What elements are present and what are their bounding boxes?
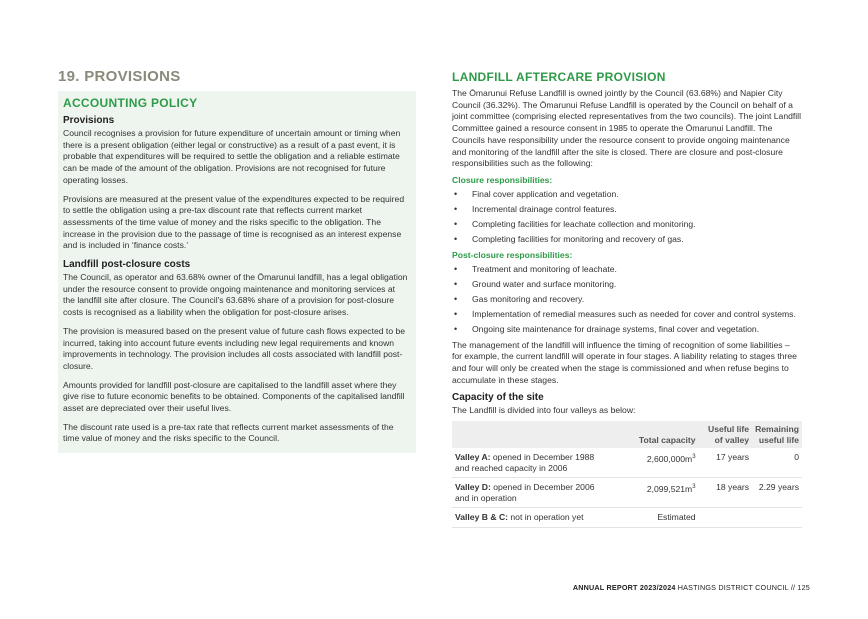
- footer-report-title: ANNUAL REPORT 2023/2024: [572, 583, 676, 592]
- table-header: Remaining useful life: [752, 421, 802, 448]
- paragraph: The Council, as operator and 63.68% owner of the Ōmarunui landfill, has a legal obligation under the resource consent to provide ongoing maintenance and monitoring services at the landfill site after closure. The Council's 63.68% share of a provision for post-closure costs is recognised as a liability when the obligation for post-closure arises.: [63, 272, 408, 318]
- capacity-unit-sup: 3: [692, 454, 696, 461]
- section-title: 19. PROVISIONS: [58, 68, 181, 85]
- valley-name: Valley B & C:: [455, 512, 509, 523]
- table-header: [452, 421, 613, 448]
- list-item: • Completing facilities for monitoring and recovery of gas.: [452, 234, 802, 245]
- valley-cell: [452, 478, 613, 508]
- capacity-intro: The Landfill is divided into four valleys as below:: [452, 405, 636, 416]
- list-item: • Final cover application and vegetation.: [452, 189, 802, 200]
- list-item: • Ground water and surface monitoring.: [452, 279, 802, 290]
- capacity-unit-sup: 3: [692, 484, 696, 491]
- closure-heading: Closure responsibilities:: [452, 174, 553, 185]
- list-item: • Incremental drainage control features.: [452, 204, 802, 215]
- valley-name: Valley D:: [455, 482, 491, 493]
- capacity-table: [452, 421, 802, 528]
- management-paragraph: The management of the landfill will influence the timing of recognition of some liabilities – for example, the current landfill will operate in four stages. A liability relating to stages three and four will only be created when the stage is commissioned and when refuse begins to accumulate in these stages.: [452, 339, 797, 385]
- useful-life-cell: 17 years: [699, 448, 753, 478]
- valley-desc: not in operation yet: [508, 512, 584, 523]
- provisions-heading: Provisions: [63, 115, 115, 126]
- accounting-policy-box: [58, 91, 416, 453]
- paragraph: Council recognises a provision for future expenditure of uncertain amount or timing when there is a present obligation (either legal or constructive) as a result of a past event, it is probable that expenditures will be required to settle the obligation and a reliable estimate can be made of the amount of the obligation. Provisions are not recognised for future operating losses.: [63, 128, 401, 185]
- table-row: [452, 448, 802, 478]
- valley-cell: [452, 508, 613, 528]
- useful-life-cell: 18 years: [699, 478, 753, 508]
- paragraph: The discount rate used is a pre-tax rate that reflects current market assessments of the time value of money and the risks specific to the Council.: [63, 421, 394, 444]
- capacity-cell: [613, 508, 698, 528]
- capacity-value: 2,099,521m: [646, 483, 693, 494]
- list-item: • Completing facilities for leachate collection and monitoring.: [452, 219, 802, 230]
- post-closure-heading: Post-closure responsibilities:: [452, 249, 573, 260]
- valley-cell: [452, 448, 613, 478]
- landfill-costs-heading: Landfill post-closure costs: [63, 259, 191, 271]
- page-footer: [573, 583, 810, 592]
- paragraph: Amounts provided for landfill post-closure are capitalised to the landfill asset where they give rise to future economic benefits to be obtained. Components of the capitalised landfill asset are depreciated over their useful lives.: [63, 379, 405, 414]
- capacity-cell: [613, 478, 698, 508]
- remaining-life-cell: [752, 508, 802, 528]
- capacity-value: 2,600,000m: [646, 453, 693, 464]
- valley-desc: opened in December 1988 and reached capacity in 2006: [455, 452, 595, 473]
- table-row: [452, 478, 802, 508]
- table-header: Useful life of valley: [699, 421, 753, 448]
- list-item: • Ongoing site maintenance for drainage systems, final cover and vegetation.: [452, 324, 802, 335]
- useful-life-cell: [699, 508, 753, 528]
- intro-paragraph: The Ōmarunui Refuse Landfill is owned jointly by the Council (63.68%) and Napier City Council (36.32%). The Ōmarunui Refuse Landfill is operated by the Council on behalf of a joint committee (comprising elected representatives from the two councils). The joint Landfill Committee gained a resource consent in 1985 to operate the Ōmarunui Landfill. The Councils have responsibility under the resource consent to provide ongoing maintenance and monitoring of the landfill after the site is closed. There are closure and post-closure responsibilities such as the following:: [452, 88, 801, 169]
- remaining-life-cell: 0: [752, 448, 802, 478]
- capacity-cell: [613, 448, 698, 478]
- paragraph: The provision is measured based on the present value of future cash flows expected to be incurred, taking into account future events including new legal requirements and known improvements in technology. The provision includes all costs associated with landfill post-closure.: [63, 325, 406, 371]
- list-item: • Implementation of remedial measures such as needed for cover and control systems.: [452, 309, 802, 320]
- table-header: Total capacity: [613, 421, 698, 448]
- accounting-policy-heading: ACCOUNTING POLICY: [63, 96, 198, 110]
- footer-council-page: HASTINGS DISTRICT COUNCIL // 125: [675, 583, 810, 592]
- table-header-row: [452, 421, 802, 448]
- left-column: [58, 68, 416, 453]
- post-closure-list: [452, 264, 802, 335]
- table-row: [452, 508, 802, 528]
- right-column: [452, 70, 802, 528]
- valley-desc: opened in December 2006 and in operation: [455, 482, 595, 503]
- paragraph: Provisions are measured at the present value of the expenditures expected to be required to settle the obligation using a pre-tax discount rate that reflects current market assessments of the time value of money and the risks specific to the obligation. The increase in the provision due to the passage of time is recognised as an interest expense and is included in ‘finance costs.’: [63, 193, 405, 251]
- valley-name: Valley A:: [455, 452, 491, 463]
- capacity-value: Estimated: [657, 512, 696, 523]
- capacity-heading: Capacity of the site: [452, 392, 544, 404]
- aftercare-title: LANDFILL AFTERCARE PROVISION: [452, 70, 666, 84]
- list-item: • Gas monitoring and recovery.: [452, 294, 802, 305]
- remaining-life-cell: 2.29 years: [752, 478, 802, 508]
- list-item: • Treatment and monitoring of leachate.: [452, 264, 802, 275]
- closure-list: [452, 189, 802, 245]
